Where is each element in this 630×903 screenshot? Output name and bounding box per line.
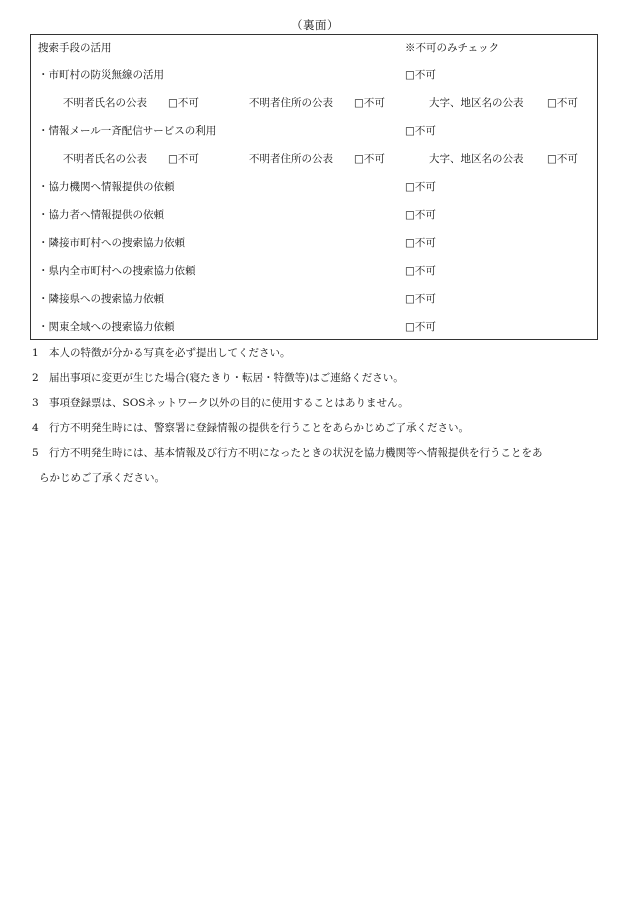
- item-row-bousai: [31, 66, 597, 84]
- form-heading: 捜索手段の活用: [38, 42, 112, 54]
- item-label-kennai: ・県内全市町村への捜索協力依頼: [38, 265, 196, 277]
- sub-label-address: 不明者住所の公表: [249, 97, 333, 109]
- checkbox-kikan[interactable]: □不可: [405, 181, 436, 193]
- item-row-kyouryokusha: [31, 206, 597, 224]
- sub-label-name: 不明者氏名の公表: [63, 97, 147, 109]
- sub-label-name: 不明者氏名の公表: [63, 153, 147, 165]
- form-heading-note: ※不可のみチェック: [405, 42, 500, 54]
- form-heading-row: [31, 39, 597, 57]
- checkbox-kyouryokusha[interactable]: □不可: [405, 209, 436, 221]
- note-number: 1: [32, 347, 39, 359]
- item-row-rinsetsu-shichouson: [31, 234, 597, 252]
- checkbox-mail-address[interactable]: □不可: [354, 153, 385, 165]
- item-label-kantou: ・関東全域への捜索協力依頼: [38, 321, 175, 333]
- checkbox-mail-name[interactable]: □不可: [168, 153, 199, 165]
- item-label-rinsetsu-ken: ・隣接県への捜索協力依頼: [38, 293, 164, 305]
- item-label-bousai: ・市町村の防災無線の活用: [38, 69, 164, 81]
- checkbox-rinsetsu-ken[interactable]: □不可: [405, 293, 436, 305]
- checkbox-bousai-name[interactable]: □不可: [168, 97, 199, 109]
- sub-row-mail: [31, 150, 597, 168]
- item-row-kantou: [31, 318, 597, 336]
- note-number: 5: [32, 447, 39, 459]
- sub-label-district: 大字、地区名の公表: [429, 97, 524, 109]
- checkbox-kennai[interactable]: □不可: [405, 265, 436, 277]
- note-text: 本人の特徴が分かる写真を必ず提出してください。: [49, 347, 291, 359]
- sub-label-district: 大字、地区名の公表: [429, 153, 524, 165]
- item-row-kennai: [31, 262, 597, 280]
- checkbox-mail[interactable]: □不可: [405, 125, 436, 137]
- checkbox-bousai-district[interactable]: □不可: [547, 97, 578, 109]
- item-label-rinsetsu-shichouson: ・隣接市町村への捜索協力依頼: [38, 237, 185, 249]
- search-methods-form: [30, 34, 598, 340]
- note-number: 2: [32, 372, 39, 384]
- checkbox-bousai[interactable]: □不可: [405, 69, 436, 81]
- item-row-kikan: [31, 178, 597, 196]
- note-number: 4: [32, 422, 39, 434]
- note-text: 事項登録票は、SOSネットワーク以外の目的に使用することはありません。: [49, 397, 409, 409]
- item-label-mail: ・情報メール一斉配信サービスの利用: [38, 125, 217, 137]
- note-text-continued: らかじめご了承ください。: [39, 472, 165, 484]
- sub-label-address: 不明者住所の公表: [249, 153, 333, 165]
- note-text: 届出事項に変更が生じた場合(寝たきり・転居・特徴等)はご連絡ください。: [49, 372, 404, 384]
- checkbox-rinsetsu-shichouson[interactable]: □不可: [405, 237, 436, 249]
- item-label-kyouryokusha: ・協力者へ情報提供の依頼: [38, 209, 164, 221]
- note-text: 行方不明発生時には、警察署に登録情報の提供を行うことをあらかじめご了承ください。: [49, 422, 469, 434]
- checkbox-bousai-address[interactable]: □不可: [354, 97, 385, 109]
- sub-row-bousai: [31, 94, 597, 112]
- item-label-kikan: ・協力機関へ情報提供の依頼: [38, 181, 175, 193]
- note-item: [32, 444, 604, 494]
- item-row-mail: [31, 122, 597, 140]
- item-row-rinsetsu-ken: [31, 290, 597, 308]
- checkbox-mail-district[interactable]: □不可: [547, 153, 578, 165]
- note-number: 3: [32, 397, 39, 409]
- page-title: （裏面）: [291, 18, 339, 32]
- note-text: 行方不明発生時には、基本情報及び行方不明になったときの状況を協力機関等へ情報提供を行うことをあ: [49, 447, 543, 459]
- checkbox-kantou[interactable]: □不可: [405, 321, 436, 333]
